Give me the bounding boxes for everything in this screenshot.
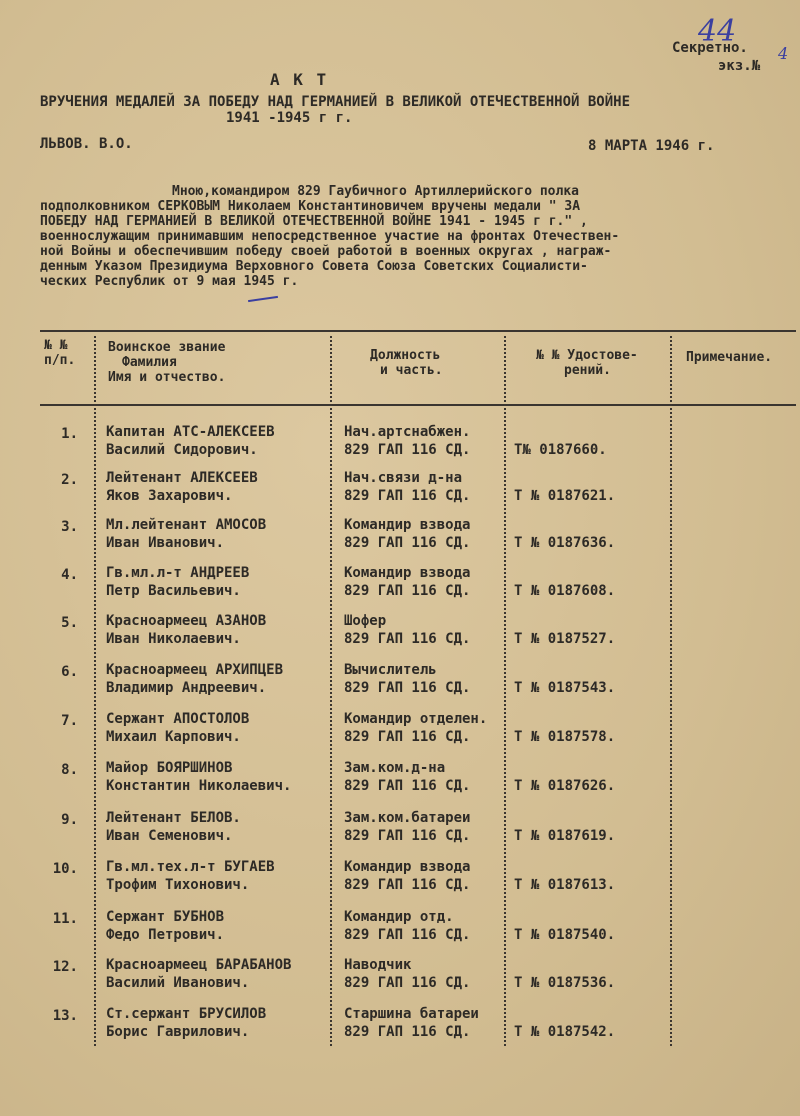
certificate-number: Т № 0187636. bbox=[514, 535, 616, 551]
table-row bbox=[0, 1006, 800, 1052]
certificate-number: Т № 0187619. bbox=[514, 828, 616, 844]
rank-surname: Красноармеец АРХИПЦЕВ bbox=[106, 662, 284, 678]
header-text: № № Удостове- bbox=[536, 348, 638, 363]
header-text: № № bbox=[44, 338, 68, 353]
handwritten-mark: 4 bbox=[778, 44, 789, 63]
given-names: Федо Петрович. bbox=[106, 927, 225, 943]
position: Вычислитель bbox=[344, 662, 437, 678]
table-row bbox=[0, 957, 800, 1003]
unit: 829 ГАП 116 СД. bbox=[344, 975, 471, 991]
header-text: Должность bbox=[370, 348, 441, 363]
given-names: Иван Николаевич. bbox=[106, 631, 241, 647]
intro-line: подполковником СЕРКОВЫМ Николаем Константиновичем вручены медали " ЗА bbox=[40, 199, 581, 214]
given-names: Петр Васильевич. bbox=[106, 583, 241, 599]
unit: 829 ГАП 116 СД. bbox=[344, 877, 471, 893]
intro-line: ной Войны и обеспечившим победу своей работой в военных округах , награж- bbox=[40, 244, 612, 259]
secrecy-label: Секретно. bbox=[672, 40, 748, 56]
header-num bbox=[44, 338, 75, 368]
table-row bbox=[0, 424, 800, 470]
rank-surname: Лейтенант БЕЛОВ. bbox=[106, 810, 241, 826]
row-number: 2. bbox=[61, 472, 78, 488]
document-subtitle-years: 1941 -1945 г г. bbox=[226, 110, 353, 126]
row-number: 8. bbox=[61, 762, 78, 778]
certificate-number: Т № 0187613. bbox=[514, 877, 616, 893]
certificate-number: Т№ 0187660. bbox=[514, 442, 607, 458]
row-number: 10. bbox=[52, 861, 78, 877]
row-number: 6. bbox=[61, 664, 78, 680]
given-names: Борис Гаврилович. bbox=[106, 1024, 250, 1040]
given-names: Иван Иванович. bbox=[106, 535, 225, 551]
unit: 829 ГАП 116 СД. bbox=[344, 927, 471, 943]
intro-line: денным Указом Президиума Верховного Совета Союза Советских Социалисти- bbox=[40, 259, 588, 274]
rank-surname: Сержант АПОСТОЛОВ bbox=[106, 711, 250, 727]
table-row bbox=[0, 517, 800, 563]
table-row bbox=[0, 909, 800, 955]
row-number: 7. bbox=[61, 713, 78, 729]
given-names: Владимир Андреевич. bbox=[106, 680, 267, 696]
table-row bbox=[0, 711, 800, 757]
given-names: Василий Сидорович. bbox=[106, 442, 258, 458]
row-number: 3. bbox=[61, 519, 78, 535]
rank-surname: Гв.мл.л-т АНДРЕЕВ bbox=[106, 565, 250, 581]
given-names: Константин Николаевич. bbox=[106, 778, 292, 794]
position: Старшина батареи bbox=[344, 1006, 479, 1022]
pen-underline bbox=[248, 296, 278, 302]
position: Шофер bbox=[344, 613, 387, 629]
position: Командир отделен. bbox=[344, 711, 488, 727]
header-text: Примечание. bbox=[686, 350, 773, 365]
row-number: 13. bbox=[52, 1008, 78, 1024]
certificate-number: Т № 0187621. bbox=[514, 488, 616, 504]
certificate-number: Т № 0187527. bbox=[514, 631, 616, 647]
table-row bbox=[0, 565, 800, 611]
table-top-rule bbox=[40, 330, 796, 332]
rank-surname: Гв.мл.тех.л-т БУГАЕВ bbox=[106, 859, 275, 875]
position: Командир взвода bbox=[344, 565, 471, 581]
header-text: Фамилия bbox=[122, 355, 177, 370]
header-certificate bbox=[536, 348, 638, 378]
position: Командир взвода bbox=[344, 859, 471, 875]
header-name bbox=[108, 340, 225, 385]
unit: 829 ГАП 116 СД. bbox=[344, 680, 471, 696]
intro-line: ческих Республик от 9 мая 1945 г. bbox=[40, 274, 299, 289]
certificate-number: Т № 0187578. bbox=[514, 729, 616, 745]
certificate-number: Т № 0187608. bbox=[514, 583, 616, 599]
given-names: Василий Иванович. bbox=[106, 975, 250, 991]
unit: 829 ГАП 116 СД. bbox=[344, 1024, 471, 1040]
copy-number-label: экз.№ bbox=[718, 58, 761, 74]
unit: 829 ГАП 116 СД. bbox=[344, 442, 471, 458]
table-row bbox=[0, 810, 800, 856]
header-text: Имя и отчество. bbox=[108, 370, 226, 385]
given-names: Яков Захарович. bbox=[106, 488, 233, 504]
rank-surname: Лейтенант АЛЕКСЕЕВ bbox=[106, 470, 258, 486]
table-row bbox=[0, 760, 800, 806]
certificate-number: Т № 0187543. bbox=[514, 680, 616, 696]
document-date: 8 МАРТА 1946 г. bbox=[588, 138, 715, 154]
unit: 829 ГАП 116 СД. bbox=[344, 583, 471, 599]
unit: 829 ГАП 116 СД. bbox=[344, 488, 471, 504]
unit: 829 ГАП 116 СД. bbox=[344, 778, 471, 794]
unit: 829 ГАП 116 СД. bbox=[344, 631, 471, 647]
position: Зам.ком.д-на bbox=[344, 760, 446, 776]
position: Командир отд. bbox=[344, 909, 454, 925]
certificate-number: Т № 0187626. bbox=[514, 778, 616, 794]
header-text: п/п. bbox=[44, 353, 76, 368]
given-names: Михаил Карпович. bbox=[106, 729, 241, 745]
given-names: Иван Семенович. bbox=[106, 828, 233, 844]
intro-paragraph bbox=[40, 184, 780, 289]
document-title: А К Т bbox=[270, 70, 329, 89]
rank-surname: Майор БОЯРШИНОВ bbox=[106, 760, 233, 776]
row-number: 5. bbox=[61, 615, 78, 631]
unit: 829 ГАП 116 СД. bbox=[344, 729, 471, 745]
table-header-rule bbox=[40, 404, 796, 406]
rank-surname: Мл.лейтенант АМОСОВ bbox=[106, 517, 267, 533]
table-row bbox=[0, 470, 800, 516]
header-note bbox=[686, 350, 772, 365]
table-row bbox=[0, 613, 800, 659]
header-text: и часть. bbox=[380, 363, 443, 378]
given-names: Трофим Тихонович. bbox=[106, 877, 250, 893]
row-number: 12. bbox=[52, 959, 78, 975]
rank-surname: Красноармеец БАРАБАНОВ bbox=[106, 957, 292, 973]
rank-surname: Капитан АТС-АЛЕКСЕЕВ bbox=[106, 424, 275, 440]
intro-line: военнослужащим принимавшим непосредственное участие на фронтах Отечествен- bbox=[40, 229, 620, 244]
document-subtitle: ВРУЧЕНИЯ МЕДАЛЕЙ ЗА ПОБЕДУ НАД ГЕРМАНИЕЙ В ВЕЛИКОЙ ОТЕЧЕСТВЕННОЙ ВОЙНЕ bbox=[40, 94, 631, 110]
intro-line: Мною,командиром 829 Гаубичного Артиллерийского полка bbox=[172, 184, 579, 199]
position: Нач.связи д-на bbox=[344, 470, 463, 486]
unit: 829 ГАП 116 СД. bbox=[344, 828, 471, 844]
header-text: Воинское звание bbox=[108, 340, 226, 355]
header-position bbox=[370, 348, 443, 378]
unit: 829 ГАП 116 СД. bbox=[344, 535, 471, 551]
row-number: 9. bbox=[61, 812, 78, 828]
intro-line: ПОБЕДУ НАД ГЕРМАНИЕЙ В ВЕЛИКОЙ ОТЕЧЕСТВЕННОЙ ВОЙНЕ 1941 - 1945 г г." , bbox=[40, 214, 588, 229]
handwritten-number: 44 bbox=[698, 14, 737, 49]
row-number: 4. bbox=[61, 567, 78, 583]
rank-surname: Сержант БУБНОВ bbox=[106, 909, 225, 925]
row-number: 11. bbox=[52, 911, 78, 927]
header-text: рений. bbox=[564, 363, 611, 378]
certificate-number: Т № 0187540. bbox=[514, 927, 616, 943]
position: Командир взвода bbox=[344, 517, 471, 533]
position: Зам.ком.батареи bbox=[344, 810, 471, 826]
table-row bbox=[0, 662, 800, 708]
position: Наводчик bbox=[344, 957, 412, 973]
certificate-number: Т № 0187542. bbox=[514, 1024, 616, 1040]
rank-surname: Ст.сержант БРУСИЛОВ bbox=[106, 1006, 267, 1022]
row-number: 1. bbox=[61, 426, 78, 442]
document-place: ЛЬВОВ. В.О. bbox=[40, 136, 133, 152]
table-row bbox=[0, 859, 800, 905]
rank-surname: Красноармеец АЗАНОВ bbox=[106, 613, 267, 629]
certificate-number: Т № 0187536. bbox=[514, 975, 616, 991]
position: Нач.артснабжен. bbox=[344, 424, 471, 440]
